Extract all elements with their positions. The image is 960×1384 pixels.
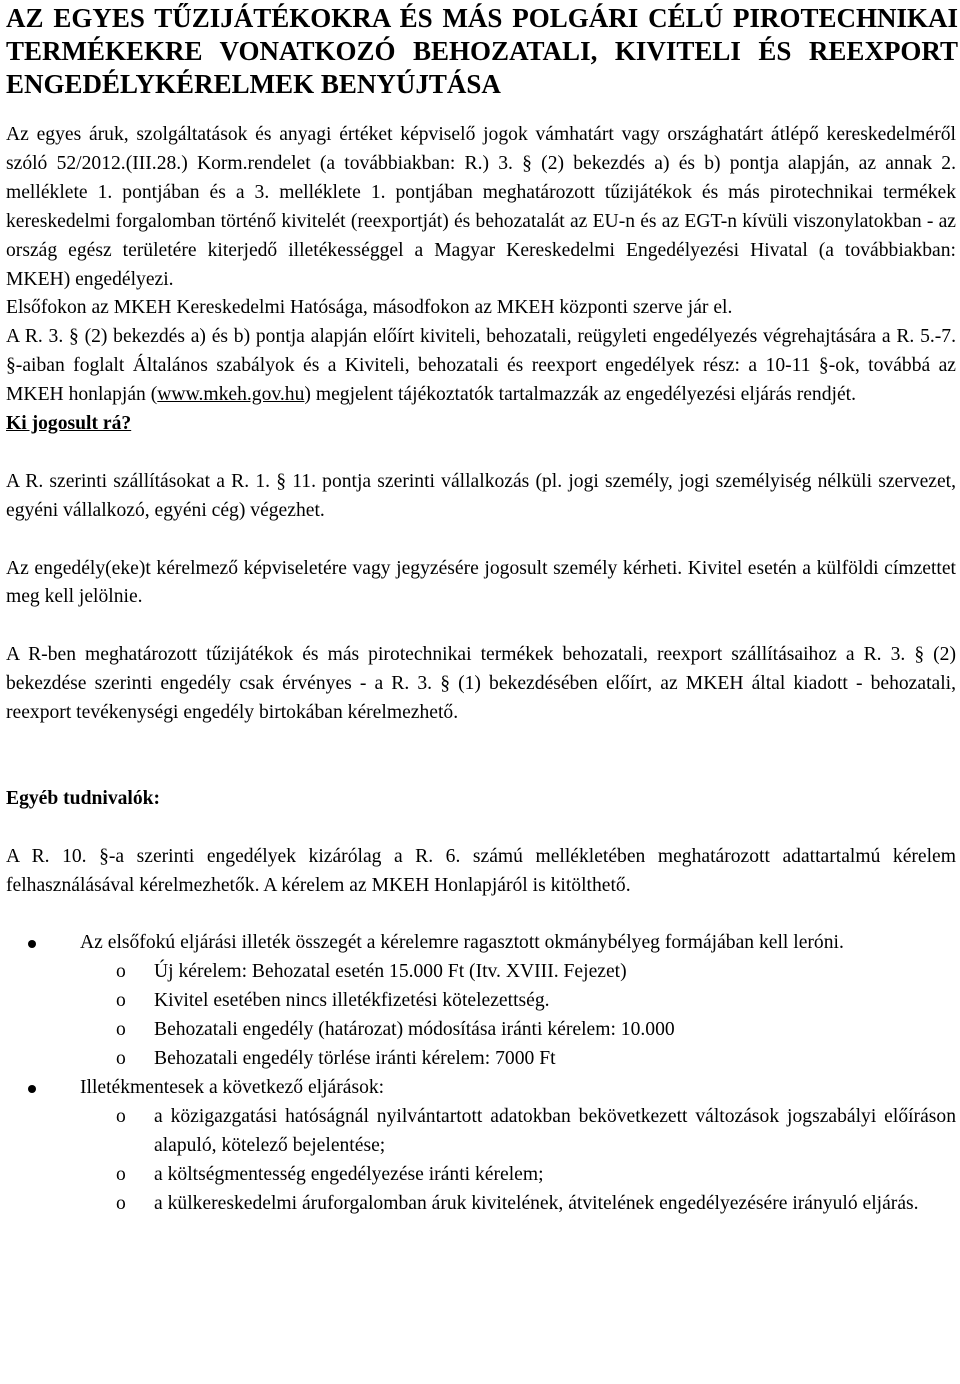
document-title: AZ EGYES TŰZIJÁTÉKOKRA ÉS MÁS POLGÁRI CÉLÚ PIROTECHNIKAI TERMÉKEKRE VONATKOZÓ BEHOZATALI, KIVITELI ÉS REEXPORT ENGEDÉLYKÉRELMEK BENYÚJTÁSA	[6, 3, 958, 99]
fee-sub-list	[80, 958, 956, 1074]
intro-paragraph-3	[6, 323, 956, 410]
bullet-item-fee	[6, 929, 956, 1074]
eligibility-paragraph-3: A R-ben meghatározott tűzijátékok és más pirotechnikai termékek behozatali, reexport szállításaihoz a R. 3. § (2) bekezdése szerinti engedély csak érvényes - a R. 3. § (1) bekezdésében előírt, az MKEH által kiadott - behozatali, reexport tevékenységi engedély birtokában kérelmezhető.	[6, 644, 956, 724]
sub-list-item: o a közigazgatási hatóságnál nyilvántartott adatokban bekövetkezett változások jogszabályi előíráson alapuló, kötelező bejelentése;	[80, 1103, 956, 1161]
sub-list-item: o Behozatali engedély (határozat) módosítása iránti kérelem: 10.000	[80, 1016, 956, 1045]
intro-paragraph-1: Az egyes áruk, szolgáltatások és anyagi értéket képviselő jogok vámhatárt vagy országhatárt átlépő kereskedelméről szóló 52/2012.(III.28.) Korm.rendelet (a továbbiakban: R.) 3. § (2) bekezdés a) és b) pontja alapján, az annak 2. melléklete 1. pontjában és a 3. melléklete 1. pontjában meghatározott tűzijátékok és más pirotechnikai termékek kereskedelmi forgalomban történő kivitelét (reexportját) és behozatalát az EU-n és az EGT-n kívüli viszonylatokban - az ország egész területére kiterjedő illetékességgel a Magyar Kereskedelmi Engedélyezési Hivatal (a továbbiakban: MKEH) engedélyezi.	[6, 124, 956, 290]
bullet-item-exemptions	[6, 1074, 956, 1219]
mkeh-website-link[interactable]: www.mkeh.gov.hu	[157, 384, 305, 406]
fee-bullet-list	[6, 929, 956, 1218]
exemptions-sub-list	[80, 1103, 956, 1219]
sub-list-item: o Behozatali engedély törlése iránti kérelem: 7000 Ft	[80, 1045, 956, 1074]
document-body	[6, 121, 956, 1218]
section-heading-eligibility: Ki jogosult rá?	[6, 413, 132, 435]
other-info-paragraph-1: A R. 10. §-a szerinti engedélyek kizárólag a R. 6. számú mellékletében meghatározott adattartalmú kérelem felhasználásával kérelmezhetők. A kérelem az MKEH Honlapjáról is kitölthető.	[6, 845, 956, 896]
eligibility-paragraph-2: Az engedély(eke)t kérelmező képviseletére vagy jegyzésére jogosult személy kérheti. Kivitel esetén a külföldi címzettet meg kell jelölnie.	[6, 557, 956, 608]
sub-list-item: o a külkereskedelmi áruforgalomban áruk kivitelének, átvitelének engedélyezésére irányuló eljárás.	[80, 1190, 956, 1219]
intro-paragraph-2: Elsőfokon az MKEH Kereskedelmi Hatósága, másodfokon az MKEH központi szerve jár el.	[6, 297, 733, 319]
section-heading-other-info: Egyéb tudnivalók:	[6, 787, 161, 809]
bullet-item-fee-text: Az elsőfokú eljárási illeték összegét a kérelemre ragasztott okmánybélyeg formájában kell leróni.	[80, 932, 844, 954]
eligibility-paragraph-1: A R. szerinti szállításokat a R. 1. § 11. pontja szerinti vállalkozás (pl. jogi személy, jogi személyiség nélküli szervezet, egyéni vállalkozó, egyéni cég) végezhet.	[6, 470, 956, 521]
intro-paragraph-3-text-a: A R. 3. § (2) bekezdés a) és b) pontja alapján előírt kiviteli, behozatali, reügyleti engedélyezés végrehajtására a R. 5.-7. §-aiban foglalt Általános szabályok és a Kiviteli, behozatali és reexport engedélyek rész: a 10-11 §-ok, továbbá az MKEH honlapján (	[6, 326, 956, 406]
bullet-item-exemptions-text: Illetékmentesek a következő eljárások:	[80, 1076, 385, 1098]
sub-list-item: o Kivitel esetében nincs illetékfizetési kötelezettség.	[80, 987, 956, 1016]
intro-paragraph-3-text-b: ) megjelent tájékoztatók tartalmazzák az engedélyezési eljárás rendjét.	[304, 384, 856, 406]
sub-list-item: o a költségmentesség engedélyezése iránti kérelem;	[80, 1161, 956, 1190]
sub-list-item: o Új kérelem: Behozatal esetén 15.000 Ft (Itv. XVIII. Fejezet)	[80, 958, 956, 987]
